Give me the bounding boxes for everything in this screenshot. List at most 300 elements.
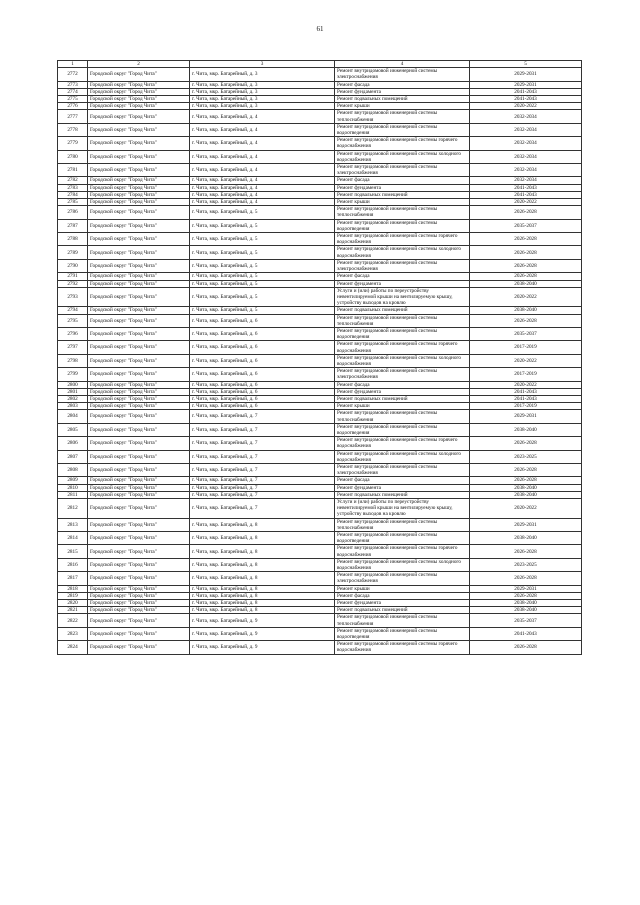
table-row xyxy=(58,423,582,436)
table-row xyxy=(58,287,582,307)
work-type-cell: Ремонт подвальных помещений xyxy=(335,96,470,103)
table-row xyxy=(58,477,582,484)
address-cell: г. Чита, мкр. Батарейный, д. 7 xyxy=(190,499,335,519)
municipality-cell: Городской округ "Город Чита" xyxy=(88,477,190,484)
row-number: 2783 xyxy=(58,184,88,191)
address-cell: г. Чита, мкр. Батарейный, д. 8 xyxy=(190,518,335,531)
table-row xyxy=(58,607,582,614)
address-cell: г. Чита, мкр. Батарейный, д. 4 xyxy=(190,177,335,184)
work-type-cell: Ремонт фасада xyxy=(335,81,470,88)
municipality-cell: Городской округ "Город Чита" xyxy=(88,395,190,402)
work-type-cell: Ремонт внутридомовой инженерной системы горячего водоснабжения xyxy=(335,233,470,246)
table-row xyxy=(58,463,582,476)
work-type-cell: Ремонт внутридомовой инженерной системы водоотведения xyxy=(335,627,470,640)
table-row xyxy=(58,641,582,654)
work-type-cell: Ремонт внутридомовой инженерной системы холодного водоснабжения xyxy=(335,150,470,163)
term-cell: 2017-2019 xyxy=(470,403,582,410)
term-cell: 2026-2028 xyxy=(470,572,582,585)
table-row xyxy=(58,259,582,272)
municipality-cell: Городской округ "Город Чита" xyxy=(88,532,190,545)
address-cell: г. Чита, мкр. Батарейный, д. 4 xyxy=(190,164,335,177)
term-cell: 2026-2028 xyxy=(470,477,582,484)
municipality-cell: Городской округ "Город Чита" xyxy=(88,259,190,272)
address-cell: г. Чита, мкр. Батарейный, д. 8 xyxy=(190,585,335,592)
municipality-cell: Городской округ "Город Чита" xyxy=(88,177,190,184)
address-cell: г. Чита, мкр. Батарейный, д. 3 xyxy=(190,103,335,110)
work-type-cell: Ремонт внутридомовой инженерной системы теплоснабжения xyxy=(335,206,470,219)
municipality-cell: Городской округ "Город Чита" xyxy=(88,206,190,219)
term-cell: 2020-2022 xyxy=(470,103,582,110)
address-cell: г. Чита, мкр. Батарейный, д. 9 xyxy=(190,627,335,640)
address-cell: г. Чита, мкр. Батарейный, д. 5 xyxy=(190,273,335,280)
row-number: 2781 xyxy=(58,164,88,177)
address-cell: г. Чита, мкр. Батарейный, д. 3 xyxy=(190,68,335,81)
term-cell: 2041-2043 xyxy=(470,191,582,198)
row-number: 2812 xyxy=(58,499,88,519)
municipality-cell: Городской округ "Город Чита" xyxy=(88,572,190,585)
term-cell: 2029-2031 xyxy=(470,68,582,81)
table-row xyxy=(58,280,582,287)
row-number: 2806 xyxy=(58,437,88,450)
table-row xyxy=(58,388,582,395)
term-cell: 2026-2028 xyxy=(470,641,582,654)
work-type-cell: Ремонт фасада xyxy=(335,273,470,280)
municipality-cell: Городской округ "Город Чита" xyxy=(88,273,190,280)
row-number: 2801 xyxy=(58,388,88,395)
municipality-cell: Городской округ "Город Чита" xyxy=(88,96,190,103)
work-type-cell: Ремонт фундамента xyxy=(335,484,470,491)
municipality-cell: Городской округ "Город Чита" xyxy=(88,545,190,558)
registry-table-body xyxy=(58,61,582,655)
row-number: 2797 xyxy=(58,341,88,354)
address-cell: г. Чита, мкр. Батарейный, д. 4 xyxy=(190,137,335,150)
term-cell: 2026-2028 xyxy=(470,463,582,476)
address-cell: г. Чита, мкр. Батарейный, д. 5 xyxy=(190,280,335,287)
municipality-cell: Городской округ "Город Чита" xyxy=(88,137,190,150)
table-row xyxy=(58,545,582,558)
row-number: 2777 xyxy=(58,110,88,123)
address-cell: г. Чита, мкр. Батарейный, д. 5 xyxy=(190,233,335,246)
table-row xyxy=(58,585,582,592)
table-row xyxy=(58,273,582,280)
address-cell: г. Чита, мкр. Батарейный, д. 7 xyxy=(190,423,335,436)
row-number: 2800 xyxy=(58,381,88,388)
municipality-cell: Городской округ "Город Чита" xyxy=(88,518,190,531)
term-cell: 2026-2028 xyxy=(470,206,582,219)
row-number: 2807 xyxy=(58,450,88,463)
table-row xyxy=(58,81,582,88)
term-cell: 2029-2031 xyxy=(470,518,582,531)
municipality-cell: Городской округ "Город Чита" xyxy=(88,88,190,95)
table-row xyxy=(58,233,582,246)
work-type-cell: Услуги и (или) работы по переустройству невентилируемой крыши на вентилируемую крышу, устройству выходов на кровлю xyxy=(335,287,470,307)
term-cell: 2032-2034 xyxy=(470,110,582,123)
work-type-cell: Ремонт крыши xyxy=(335,403,470,410)
address-cell: г. Чита, мкр. Батарейный, д. 7 xyxy=(190,477,335,484)
table-row xyxy=(58,484,582,491)
term-cell: 2035-2037 xyxy=(470,327,582,340)
work-type-cell: Ремонт внутридомовой инженерной системы холодного водоснабжения xyxy=(335,354,470,367)
address-cell: г. Чита, мкр. Батарейный, д. 4 xyxy=(190,123,335,136)
row-number: 2779 xyxy=(58,137,88,150)
municipality-cell: Городской округ "Город Чита" xyxy=(88,150,190,163)
row-number: 2780 xyxy=(58,150,88,163)
municipality-cell: Городской округ "Город Чита" xyxy=(88,627,190,640)
work-type-cell: Ремонт внутридомовой инженерной системы холодного водоснабжения xyxy=(335,450,470,463)
table-row xyxy=(58,558,582,571)
address-cell: г. Чита, мкр. Батарейный, д. 5 xyxy=(190,259,335,272)
municipality-cell: Городской округ "Город Чита" xyxy=(88,499,190,519)
term-cell: 2041-2043 xyxy=(470,627,582,640)
term-cell: 2038-2040 xyxy=(470,423,582,436)
table-row xyxy=(58,600,582,607)
work-type-cell: Ремонт фундамента xyxy=(335,184,470,191)
municipality-cell: Городской округ "Город Чита" xyxy=(88,614,190,627)
table-header-row xyxy=(58,61,582,68)
municipality-cell: Городской округ "Город Чита" xyxy=(88,368,190,381)
municipality-cell: Городской округ "Город Чита" xyxy=(88,585,190,592)
row-number: 2793 xyxy=(58,287,88,307)
municipality-cell: Городской округ "Город Чита" xyxy=(88,341,190,354)
row-number: 2792 xyxy=(58,280,88,287)
table-row xyxy=(58,219,582,232)
table-row xyxy=(58,150,582,163)
municipality-cell: Городской округ "Город Чита" xyxy=(88,184,190,191)
work-type-cell: Ремонт внутридомовой инженерной системы теплоснабжения xyxy=(335,614,470,627)
address-cell: г. Чита, мкр. Батарейный, д. 7 xyxy=(190,410,335,423)
term-cell: 2026-2028 xyxy=(470,259,582,272)
table-row xyxy=(58,450,582,463)
address-cell: г. Чита, мкр. Батарейный, д. 6 xyxy=(190,354,335,367)
municipality-cell: Городской округ "Город Чита" xyxy=(88,641,190,654)
term-cell: 2041-2043 xyxy=(470,184,582,191)
column-header: 2 xyxy=(88,61,190,68)
address-cell: г. Чита, мкр. Батарейный, д. 6 xyxy=(190,327,335,340)
work-type-cell: Ремонт внутридомовой инженерной системы электроснабжения xyxy=(335,368,470,381)
row-number: 2804 xyxy=(58,410,88,423)
address-cell: г. Чита, мкр. Батарейный, д. 5 xyxy=(190,307,335,314)
table-row xyxy=(58,368,582,381)
row-number: 2778 xyxy=(58,123,88,136)
work-type-cell: Ремонт крыши xyxy=(335,103,470,110)
table-row xyxy=(58,110,582,123)
municipality-cell: Городской округ "Город Чита" xyxy=(88,558,190,571)
address-cell: г. Чита, мкр. Батарейный, д. 6 xyxy=(190,341,335,354)
address-cell: г. Чита, мкр. Батарейный, д. 6 xyxy=(190,368,335,381)
municipality-cell: Городской округ "Город Чита" xyxy=(88,388,190,395)
row-number: 2810 xyxy=(58,484,88,491)
term-cell: 2026-2028 xyxy=(470,246,582,259)
row-number: 2791 xyxy=(58,273,88,280)
address-cell: г. Чита, мкр. Батарейный, д. 5 xyxy=(190,246,335,259)
term-cell: 2035-2037 xyxy=(470,614,582,627)
table-row xyxy=(58,572,582,585)
table-row xyxy=(58,437,582,450)
address-cell: г. Чита, мкр. Батарейный, д. 8 xyxy=(190,558,335,571)
table-row xyxy=(58,191,582,198)
work-type-cell: Ремонт подвальных помещений xyxy=(335,307,470,314)
table-row xyxy=(58,614,582,627)
row-number: 2823 xyxy=(58,627,88,640)
table-row xyxy=(58,314,582,327)
term-cell: 2029-2031 xyxy=(470,585,582,592)
term-cell: 2026-2028 xyxy=(470,545,582,558)
table-row xyxy=(58,88,582,95)
municipality-cell: Городской округ "Город Чита" xyxy=(88,246,190,259)
table-row xyxy=(58,491,582,498)
work-type-cell: Ремонт внутридомовой инженерной системы электроснабжения xyxy=(335,68,470,81)
address-cell: г. Чита, мкр. Батарейный, д. 5 xyxy=(190,287,335,307)
row-number: 2775 xyxy=(58,96,88,103)
municipality-cell: Городской округ "Город Чита" xyxy=(88,199,190,206)
municipality-cell: Городской округ "Город Чита" xyxy=(88,164,190,177)
term-cell: 2026-2028 xyxy=(470,437,582,450)
row-number: 2776 xyxy=(58,103,88,110)
term-cell: 2041-2043 xyxy=(470,96,582,103)
table-row xyxy=(58,184,582,191)
work-type-cell: Ремонт внутридомовой инженерной системы водоотведения xyxy=(335,327,470,340)
row-number: 2782 xyxy=(58,177,88,184)
row-number: 2808 xyxy=(58,463,88,476)
address-cell: г. Чита, мкр. Батарейный, д. 6 xyxy=(190,395,335,402)
term-cell: 2032-2034 xyxy=(470,123,582,136)
table-row xyxy=(58,177,582,184)
address-cell: г. Чита, мкр. Батарейный, д. 8 xyxy=(190,592,335,599)
row-number: 2785 xyxy=(58,199,88,206)
term-cell: 2029-2031 xyxy=(470,410,582,423)
row-number: 2789 xyxy=(58,246,88,259)
row-number: 2822 xyxy=(58,614,88,627)
work-type-cell: Ремонт внутридомовой инженерной системы электроснабжения xyxy=(335,259,470,272)
work-type-cell: Ремонт внутридомовой инженерной системы холодного водоснабжения xyxy=(335,246,470,259)
address-cell: г. Чита, мкр. Батарейный, д. 6 xyxy=(190,388,335,395)
work-type-cell: Ремонт подвальных помещений xyxy=(335,395,470,402)
address-cell: г. Чита, мкр. Батарейный, д. 4 xyxy=(190,199,335,206)
row-number: 2790 xyxy=(58,259,88,272)
municipality-cell: Городской округ "Город Чита" xyxy=(88,314,190,327)
municipality-cell: Городской округ "Город Чита" xyxy=(88,307,190,314)
address-cell: г. Чита, мкр. Батарейный, д. 9 xyxy=(190,641,335,654)
work-type-cell: Ремонт внутридомовой инженерной системы водоотведения xyxy=(335,219,470,232)
table-row xyxy=(58,403,582,410)
work-type-cell: Ремонт подвальных помещений xyxy=(335,607,470,614)
term-cell: 2035-2037 xyxy=(470,219,582,232)
term-cell: 2026-2028 xyxy=(470,233,582,246)
address-cell: г. Чита, мкр. Батарейный, д. 4 xyxy=(190,191,335,198)
term-cell: 2026-2028 xyxy=(470,592,582,599)
municipality-cell: Городской округ "Город Чита" xyxy=(88,450,190,463)
municipality-cell: Городской округ "Город Чита" xyxy=(88,123,190,136)
column-header: 3 xyxy=(190,61,335,68)
row-number: 2819 xyxy=(58,592,88,599)
term-cell: 2038-2040 xyxy=(470,532,582,545)
table-row xyxy=(58,103,582,110)
table-row xyxy=(58,627,582,640)
work-type-cell: Ремонт фундамента xyxy=(335,388,470,395)
address-cell: г. Чита, мкр. Батарейный, д. 8 xyxy=(190,572,335,585)
row-number: 2788 xyxy=(58,233,88,246)
municipality-cell: Городской округ "Город Чита" xyxy=(88,484,190,491)
address-cell: г. Чита, мкр. Батарейный, д. 4 xyxy=(190,150,335,163)
work-type-cell: Ремонт внутридомовой инженерной системы водоотведения xyxy=(335,532,470,545)
table-row xyxy=(58,518,582,531)
term-cell: 2020-2022 xyxy=(470,287,582,307)
row-number: 2816 xyxy=(58,558,88,571)
address-cell: г. Чита, мкр. Батарейный, д. 6 xyxy=(190,314,335,327)
municipality-cell: Городской округ "Город Чита" xyxy=(88,607,190,614)
term-cell: 2023-2025 xyxy=(470,450,582,463)
row-number: 2796 xyxy=(58,327,88,340)
work-type-cell: Ремонт внутридомовой инженерной системы электроснабжения xyxy=(335,572,470,585)
work-type-cell: Ремонт фасада xyxy=(335,177,470,184)
municipality-cell: Городской округ "Город Чита" xyxy=(88,463,190,476)
municipality-cell: Городской округ "Город Чита" xyxy=(88,280,190,287)
work-type-cell: Ремонт фундамента xyxy=(335,280,470,287)
table-row xyxy=(58,199,582,206)
term-cell: 2020-2022 xyxy=(470,199,582,206)
municipality-cell: Городской округ "Город Чита" xyxy=(88,110,190,123)
address-cell: г. Чита, мкр. Батарейный, д. 8 xyxy=(190,607,335,614)
address-cell: г. Чита, мкр. Батарейный, д. 3 xyxy=(190,88,335,95)
term-cell: 2038-2040 xyxy=(470,607,582,614)
work-type-cell: Ремонт внутридомовой инженерной системы горячего водоснабжения xyxy=(335,137,470,150)
table-row xyxy=(58,206,582,219)
work-type-cell: Ремонт подвальных помещений xyxy=(335,491,470,498)
work-type-cell: Ремонт внутридомовой инженерной системы горячего водоснабжения xyxy=(335,545,470,558)
municipality-cell: Городской округ "Город Чита" xyxy=(88,68,190,81)
row-number: 2774 xyxy=(58,88,88,95)
table-row xyxy=(58,354,582,367)
work-type-cell: Ремонт внутридомовой инженерной системы водоотведения xyxy=(335,423,470,436)
work-type-cell: Ремонт крыши xyxy=(335,199,470,206)
row-number: 2824 xyxy=(58,641,88,654)
municipality-cell: Городской округ "Город Чита" xyxy=(88,327,190,340)
table-row xyxy=(58,327,582,340)
row-number: 2813 xyxy=(58,518,88,531)
work-type-cell: Ремонт фасада xyxy=(335,477,470,484)
term-cell: 2032-2034 xyxy=(470,164,582,177)
municipality-cell: Городской округ "Город Чита" xyxy=(88,403,190,410)
municipality-cell: Городской округ "Город Чита" xyxy=(88,191,190,198)
table-row xyxy=(58,137,582,150)
municipality-cell: Городской округ "Город Чита" xyxy=(88,600,190,607)
row-number: 2815 xyxy=(58,545,88,558)
table-row xyxy=(58,592,582,599)
row-number: 2818 xyxy=(58,585,88,592)
term-cell: 2038-2040 xyxy=(470,491,582,498)
address-cell: г. Чита, мкр. Батарейный, д. 7 xyxy=(190,491,335,498)
work-type-cell: Ремонт внутридомовой инженерной системы горячего водоснабжения xyxy=(335,641,470,654)
term-cell: 2041-2043 xyxy=(470,388,582,395)
term-cell: 2017-2019 xyxy=(470,368,582,381)
row-number: 2809 xyxy=(58,477,88,484)
municipality-cell: Городской округ "Город Чита" xyxy=(88,437,190,450)
address-cell: г. Чита, мкр. Батарейный, д. 3 xyxy=(190,81,335,88)
municipality-cell: Городской округ "Город Чита" xyxy=(88,103,190,110)
municipality-cell: Городской округ "Город Чита" xyxy=(88,287,190,307)
address-cell: г. Чита, мкр. Батарейный, д. 7 xyxy=(190,484,335,491)
row-number: 2803 xyxy=(58,403,88,410)
municipality-cell: Городской округ "Город Чита" xyxy=(88,219,190,232)
municipality-cell: Городской округ "Город Чита" xyxy=(88,592,190,599)
municipality-cell: Городской округ "Город Чита" xyxy=(88,381,190,388)
address-cell: г. Чита, мкр. Батарейный, д. 9 xyxy=(190,614,335,627)
term-cell: 2038-2040 xyxy=(470,307,582,314)
address-cell: г. Чита, мкр. Батарейный, д. 4 xyxy=(190,184,335,191)
page-number: 61 xyxy=(316,25,324,33)
municipality-cell: Городской округ "Город Чита" xyxy=(88,491,190,498)
address-cell: г. Чита, мкр. Батарейный, д. 6 xyxy=(190,403,335,410)
column-header: 4 xyxy=(335,61,470,68)
municipality-cell: Городской округ "Город Чита" xyxy=(88,233,190,246)
address-cell: г. Чита, мкр. Батарейный, д. 7 xyxy=(190,450,335,463)
work-type-cell: Ремонт внутридомовой инженерной системы водоотведения xyxy=(335,123,470,136)
column-header: 1 xyxy=(58,61,88,68)
work-type-cell: Ремонт крыши xyxy=(335,585,470,592)
municipality-cell: Городской округ "Город Чита" xyxy=(88,423,190,436)
municipality-cell: Городской округ "Город Чита" xyxy=(88,410,190,423)
address-cell: г. Чита, мкр. Батарейный, д. 5 xyxy=(190,206,335,219)
term-cell: 2017-2019 xyxy=(470,341,582,354)
row-number: 2799 xyxy=(58,368,88,381)
row-number: 2786 xyxy=(58,206,88,219)
work-type-cell: Ремонт внутридомовой инженерной системы теплоснабжения xyxy=(335,410,470,423)
work-type-cell: Ремонт фундамента xyxy=(335,600,470,607)
municipality-cell: Городской округ "Город Чита" xyxy=(88,81,190,88)
work-type-cell: Ремонт фундамента xyxy=(335,88,470,95)
table-row xyxy=(58,246,582,259)
term-cell: 2020-2022 xyxy=(470,499,582,519)
table-row xyxy=(58,341,582,354)
row-number: 2787 xyxy=(58,219,88,232)
row-number: 2811 xyxy=(58,491,88,498)
address-cell: г. Чита, мкр. Батарейный, д. 7 xyxy=(190,437,335,450)
table-row xyxy=(58,499,582,519)
term-cell: 2020-2022 xyxy=(470,354,582,367)
row-number: 2805 xyxy=(58,423,88,436)
table-row xyxy=(58,532,582,545)
work-type-cell: Услуги и (или) работы по переустройству невентилируемой крыши на вентилируемую крышу, устройству выходов на кровлю xyxy=(335,499,470,519)
row-number: 2795 xyxy=(58,314,88,327)
term-cell: 2023-2025 xyxy=(470,558,582,571)
row-number: 2794 xyxy=(58,307,88,314)
table-row xyxy=(58,307,582,314)
work-type-cell: Ремонт внутридомовой инженерной системы теплоснабжения xyxy=(335,518,470,531)
work-type-cell: Ремонт внутридомовой инженерной системы электроснабжения xyxy=(335,164,470,177)
address-cell: г. Чита, мкр. Батарейный, д. 6 xyxy=(190,381,335,388)
work-type-cell: Ремонт фасада xyxy=(335,381,470,388)
address-cell: г. Чита, мкр. Батарейный, д. 8 xyxy=(190,600,335,607)
work-type-cell: Ремонт внутридомовой инженерной системы теплоснабжения xyxy=(335,110,470,123)
term-cell: 2032-2034 xyxy=(470,177,582,184)
work-type-cell: Ремонт внутридомовой инженерной системы холодного водоснабжения xyxy=(335,558,470,571)
table-row xyxy=(58,123,582,136)
address-cell: г. Чита, мкр. Батарейный, д. 8 xyxy=(190,545,335,558)
address-cell: г. Чита, мкр. Батарейный, д. 8 xyxy=(190,532,335,545)
term-cell: 2026-2028 xyxy=(470,273,582,280)
work-type-cell: Ремонт подвальных помещений xyxy=(335,191,470,198)
row-number: 2814 xyxy=(58,532,88,545)
term-cell: 2038-2040 xyxy=(470,600,582,607)
address-cell: г. Чита, мкр. Батарейный, д. 5 xyxy=(190,219,335,232)
row-number: 2772 xyxy=(58,68,88,81)
term-cell: 2026-2028 xyxy=(470,314,582,327)
table-row xyxy=(58,410,582,423)
work-type-cell: Ремонт фасада xyxy=(335,592,470,599)
table-row xyxy=(58,96,582,103)
term-cell: 2020-2022 xyxy=(470,381,582,388)
table-row xyxy=(58,68,582,81)
